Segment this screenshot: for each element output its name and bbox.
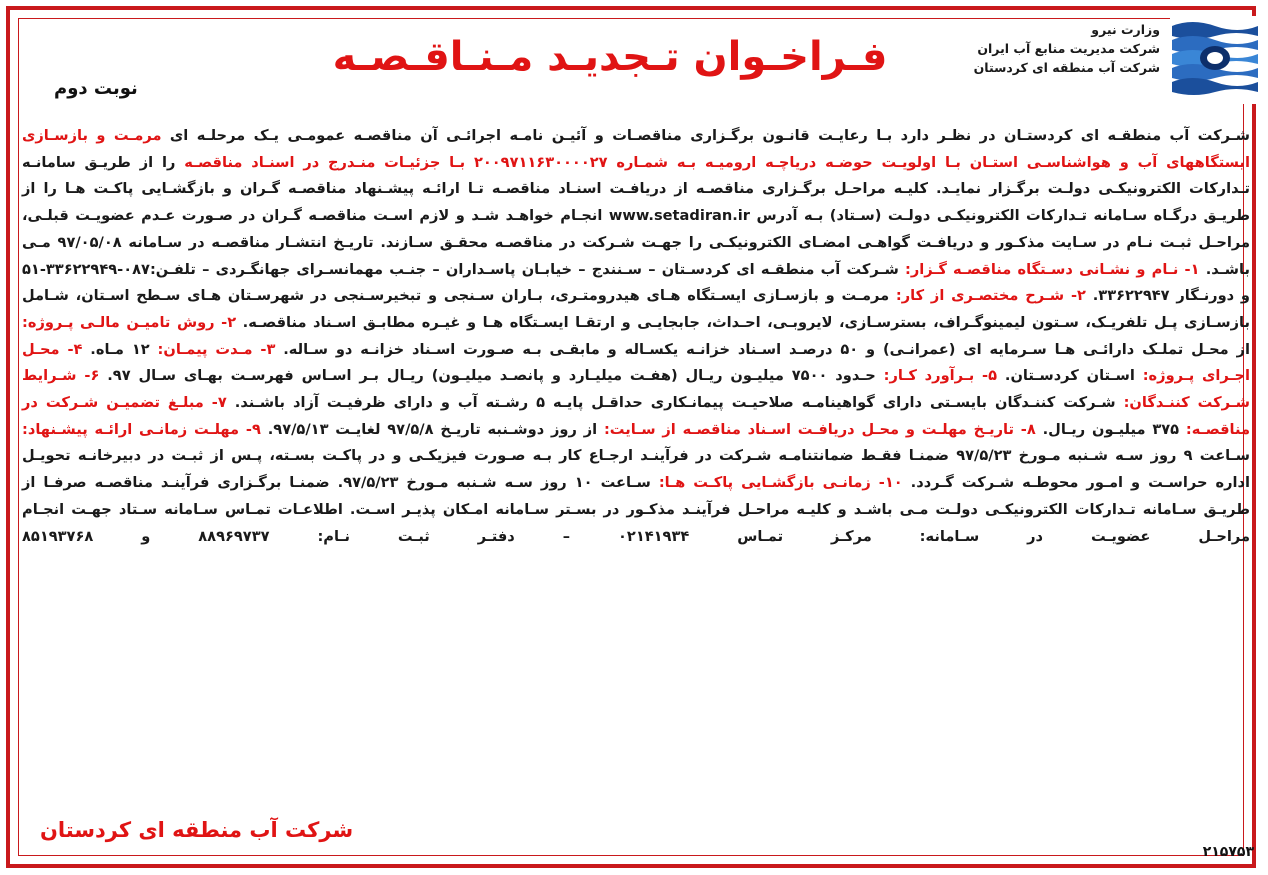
notice-round: نوبت دوم [54,78,138,99]
company-name: شـرکت آب منطقـه ای کردستـان [1004,127,1250,144]
section-8-text: از روز دوشـنبه تاریـخ ۹۷/۵/۸ لغایـت ۹۷/۵/۱۳. [260,420,604,438]
section-1-label: ۱- نـام و نشـانی دسـتگاه مناقصـه گـزار: [905,260,1200,278]
notice-title: فـراخـوان تـجدیـد مـنـاقـصـه [332,34,888,80]
water-waves-logo-icon [1170,16,1260,104]
intro-procedure: را از طریـق سامانـه تـدارکات الکترونیکـی دولـت برگـزار نمایـد. کلیـه مراحـل برگـزاری مناقصـه از دریافـت اسنـاد مناقصـه تـا ارائـه پیشـنهاد مناقصـه گـران و بازگشـایی پاکـت هـا را از طریـق درگـاه سـامانه تـدارکات الکترونیکـی دولـت (سـتاد) بـه آدرس [22,153,1250,225]
section-3-text: ۱۲ مـاه. [82,340,158,358]
tender-subject: مرمـت و بازسـازی ایستگاههای آب و هواشناسـی استـان بـا اولویـت حوضـه دریاچـه ارومیـه بـه شمـاره ۲۰۰۹۷۱۱۶۳۰۰۰۰۲۷ بـا جزئیـات منـدرج در اسنـاد مناقصـه [22,127,1250,171]
section-4-text: اسـتان کردسـتان. [997,367,1143,385]
signature: شرکت آب منطقه ای کردستان [40,818,354,842]
section-7-label: ۷- مبلـغ تضمیـن شـرکت در مناقصـه: [22,394,1250,438]
section-9-label: ۹- مهلـت زمانـی ارائـه پیشـنهاد: [22,420,261,438]
section-5-text: حـدود ۷۵۰۰ میلیـون ریـال (هفـت میلیـارد و پانصـد میلیـون) ریـال بـر اسـاس فهرسـت بهـای سـال ۹۷. [99,367,884,385]
notice-body [22,123,1250,819]
org-ministry: وزارت نیرو [1091,22,1160,37]
org-company: شرکت مدیریت منابع آب ایران [977,41,1160,56]
ad-code: ۲۱۵۷۵۳ [1202,844,1254,860]
section-10-label: ۱۰- زمانـی بازگشـایی پاکـت هـا: [658,474,903,492]
section-2b-label: ۲- روش تامیـن مالـی پـروژه: [22,313,237,331]
section-6-label: ۶- شـرایط شـرکت کننـدگان: [22,367,1250,412]
organization-lines [920,20,1160,77]
intro-text: در نظـر دارد بـا رعایـت قانـون برگـزاری مناقصـات و آئیـن نامـه اجرائـی آن مناقصـه عمومـی یـک مرحلـه ای [161,127,1005,144]
section-4-label: ۴- محـل اجـرای پـروژه: [22,340,1251,385]
section-3-label: ۳- مـدت پیمـان: [157,340,276,358]
intro-registration: انجـام خواهـد شـد و لازم اسـت مناقصـه گـران در صـورت عـدم عضویـت قبلـی، مراحـل ثبـت نـام در سـایت مذکـور و دریافـت گواهـی امضـای الکترونیکـی را جهـت شـرکت در مناقصـه محقـق سـازند. تاریـخ انتشـار مناقصـه در سـامانه ۹۷/۰۵/۰۸ مـی باشـد. [22,207,1250,278]
section-7-text: ۳۷۵ میلیـون ریـال. [1035,420,1186,438]
notice-header [0,0,1268,112]
section-1-text: شـرکت آب منطقـه ای کردسـتان – سـنندج – خیابـان پاسـداران – جنـب مهمانسـرای جهانگـردی – تلفـن:۰۸۷-۳۳۶۲۲۹۴۹-۵۱ و دورنـگار ۳۳۶۲۲۹۴۷. [22,260,1250,305]
section-6-text: شـرکت کننـدگان بایسـتی دارای گواهینامـه صلاحیـت پیمانـکاری حداقـل پایـه ۵ رشـته آب و دارای ظرفیـت آزاد باشـند. [226,394,1124,412]
section-2-label: ۲- شـرح مختصـری از کار: [895,287,1086,305]
section-9-text: سـاعت ۹ روز سـه شـنبه مـورخ ۹۷/۵/۲۳ ضمنـا فقـط ضمانتنامـه شـرکت در فرآینـد ارجـاع کار بـه صـورت فیزیکـی و در پاکـت بسـته، پـس از ثبـت در دبیرخانـه تحویـل اداره حراسـت و امـور محوطـه شـرکت گـردد. [22,447,1251,492]
section-8-label: ۸- تاریـخ مهلـت و محـل دریافـت اسـناد مناقصـه از سـایت: [603,420,1036,438]
section-2b-text: از محـل تملـک دارائـی هـا سـرمایه ای (عمرانـی) و ۵۰ درصـد اسـناد خزانـه یکسـاله و مابقـی بـه صـورت اسـناد خزانـه دو سـاله. [275,340,1250,358]
section-5-label: ۵- بـرآورد کـار: [883,367,998,385]
section-2-text: مرمـت و بازسـازی ایسـتگاه هـای هیدرومتـری، بـاران سـنجی و تبخیرسـنجی در شهرسـتان هـای سـطح اسـتان، شـامل بازسـازی پـل تلفریـک، سـتون لیمینوگـراف، بسترسـازی، لایروبـی، احـداث، جابجایـی و ارتقـا ایسـتگاه هـا و غیـره مطابـق اسـناد مناقصـه. [22,287,1250,331]
section-10-text: سـاعت ۱۰ روز سـه شـنبه مـورخ ۹۷/۵/۲۳. ضمنـا برگـزاری فرآینـد مناقصـه صرفـا از طریـق سـامانه تـدارکات الکترونیکـی دولـت مـی باشـد و کلیـه مراحـل فرآینـد مذکـور در بسـتر سـامانه امـکان پذیـر اسـت. اطلاعـات تمـاس سـامانه سـتاد جهـت انجـام مراحـل عضویـت در سـامانه: مرکـز تمـاس ۰۲۱۴۱۹۳۴ – دفتـر ثبـت نـام: ۸۸۹۶۹۷۳۷ و ۸۵۱۹۳۷۶۸ [22,474,1250,545]
org-regional: شرکت آب منطقه ای کردستان [973,60,1160,75]
setad-url-link[interactable]: www.setadiran.ir [608,207,750,225]
